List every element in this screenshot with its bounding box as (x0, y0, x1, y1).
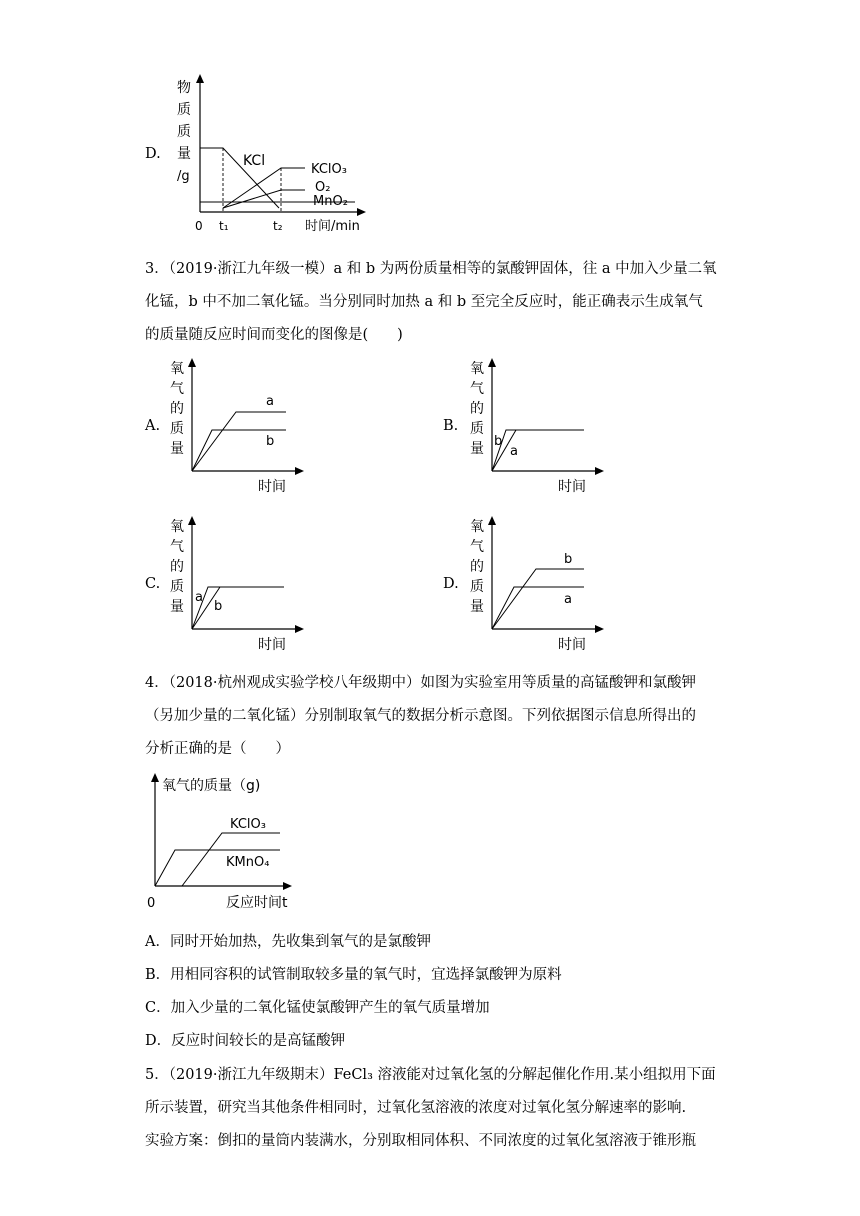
y-label-char: 质 (170, 579, 184, 595)
y-label-char: 气 (470, 539, 484, 555)
y-label-char: 氧 (170, 519, 184, 535)
q3-option-c-chart (168, 513, 318, 653)
lower-label: b (266, 434, 275, 449)
origin-label: 0 (195, 219, 203, 233)
q3-option-b-chart (468, 355, 618, 495)
y-label-char: 量 (470, 441, 484, 457)
y-axis-arrow (488, 358, 496, 367)
q4-choice-b[interactable]: B．用相同容积的试管制取较多量的氧气时，宜选择氯酸钾为原料 (145, 967, 562, 983)
y-label-char: 质 (170, 421, 184, 437)
lower-label: a (564, 592, 572, 607)
y-axis-arrow (488, 516, 496, 525)
y-label-char: 的 (170, 559, 184, 575)
q4-choice-c[interactable]: C．加入少量的二氧化锰使氯酸钾产生的氧气质量增加 (145, 1000, 490, 1016)
y-label-char: 量 (170, 441, 184, 457)
q3-option-d-chart (468, 513, 618, 653)
y-label-char: /g (177, 169, 190, 184)
y-label-char: 质 (177, 124, 191, 140)
y-label-char: 质 (177, 102, 191, 118)
y-label-char: 气 (170, 539, 184, 555)
q5-line-1: 5．（2019·浙江九年级期末）FeCl₃ 溶液能对过氧化氢的分解起催化作用.某小组拟用下面 (145, 1067, 716, 1083)
o2-label: O₂ (315, 180, 331, 195)
y-label-char: 量 (177, 146, 191, 162)
upper-label: a (266, 394, 274, 409)
t1-label: t₁ (219, 219, 229, 233)
y-label-char: 的 (470, 559, 484, 575)
series-steep (492, 430, 584, 471)
q4-chart (140, 770, 340, 915)
x-axis-label: 时间 (258, 479, 286, 495)
x-axis-label: 时间/min (305, 219, 360, 234)
gentle-label: a (510, 444, 518, 459)
y-axis-label: 氧气的质量（g) (162, 778, 261, 794)
x-axis-arrow (595, 467, 604, 475)
y-label-char: 物 (177, 80, 191, 96)
kclo3-label: KClO₃ (311, 162, 347, 177)
q2-option-d-chart (165, 70, 385, 240)
y-label-char: 质 (470, 421, 484, 437)
x-axis-label: 反应时间t (226, 895, 288, 911)
q3-option-d-label[interactable]: D. (443, 576, 459, 592)
gentle-label: b (214, 599, 223, 614)
y-label-char: 的 (470, 401, 484, 417)
x-axis-label: 时间 (558, 479, 586, 495)
q2-option-d-label: D. (145, 146, 161, 162)
kclo3-label: KClO₃ (230, 817, 266, 832)
y-axis-arrow (188, 358, 196, 367)
q3-option-c-label[interactable]: C. (145, 576, 161, 592)
y-label-char: 气 (470, 381, 484, 397)
q4-choice-a[interactable]: A．同时开始加热，先收集到氧气的是氯酸钾 (145, 934, 431, 950)
x-axis-arrow (295, 467, 304, 475)
t2-label: t₂ (273, 219, 283, 233)
q4-line-1: 4．（2018·杭州观成实验学校八年级期中）如图为实验室用等质量的高锰酸钾和氯酸钾 (145, 675, 696, 691)
q3-option-a-chart (168, 355, 318, 495)
steep-label: b (494, 434, 503, 449)
kcl-label: KCl (243, 153, 266, 169)
q3-line-2: 化锰，b 中不加二氧化锰。当分别同时加热 a 和 b 至完全反应时，能正确表示生成氧气 (145, 294, 703, 310)
kmno4-label: KMnO₄ (226, 855, 270, 870)
y-label-char: 氧 (170, 361, 184, 377)
q5-line-3: 实验方案：倒扣的量筒内装满水，分别取相同体积、不同浓度的过氧化氢溶液于锥形瓶 (145, 1133, 696, 1149)
q3-line-3: 的质量随反应时间而变化的图像是( ) (145, 327, 403, 343)
y-axis-arrow (188, 516, 196, 525)
x-axis-arrow (295, 625, 304, 633)
x-axis-label: 时间 (258, 637, 286, 653)
q3-line-1: 3．（2019·浙江九年级一模）a 和 b 为两份质量相等的氯酸钾固体，往 a 中加入少量二氧 (145, 261, 717, 277)
mno2-label: MnO₂ (313, 194, 348, 209)
q3-option-b-label[interactable]: B. (443, 418, 459, 434)
y-label-char: 量 (470, 599, 484, 615)
y-label-char: 质 (470, 579, 484, 595)
x-axis-label: 时间 (558, 637, 586, 653)
y-axis-arrow (151, 773, 159, 782)
q4-choice-d[interactable]: D．反应时间较长的是高锰酸钾 (145, 1033, 346, 1049)
y-label-char: 的 (170, 401, 184, 417)
y-label-char: 氧 (470, 361, 484, 377)
q3-option-a-label[interactable]: A. (145, 418, 161, 434)
q5-line-2: 所示装置，研究当其他条件相同时，过氧化氢溶液的浓度对过氧化氢分解速率的影响. (145, 1100, 687, 1116)
upper-label: b (564, 552, 573, 567)
x-axis-arrow (595, 625, 604, 633)
y-label-char: 氧 (470, 519, 484, 535)
x-axis-arrow (283, 882, 292, 890)
x-axis-arrow (357, 208, 366, 216)
q4-line-3: 分析正确的是（ ） (145, 741, 290, 757)
y-axis-arrow (196, 74, 204, 83)
steep-label: a (195, 590, 203, 605)
origin-label: 0 (147, 896, 156, 911)
q4-line-2: （另加少量的二氧化锰）分别制取氧气的数据分析示意图。下列依据图示信息所得出的 (145, 708, 696, 724)
y-label-char: 气 (170, 381, 184, 397)
y-label-char: 量 (170, 599, 184, 615)
